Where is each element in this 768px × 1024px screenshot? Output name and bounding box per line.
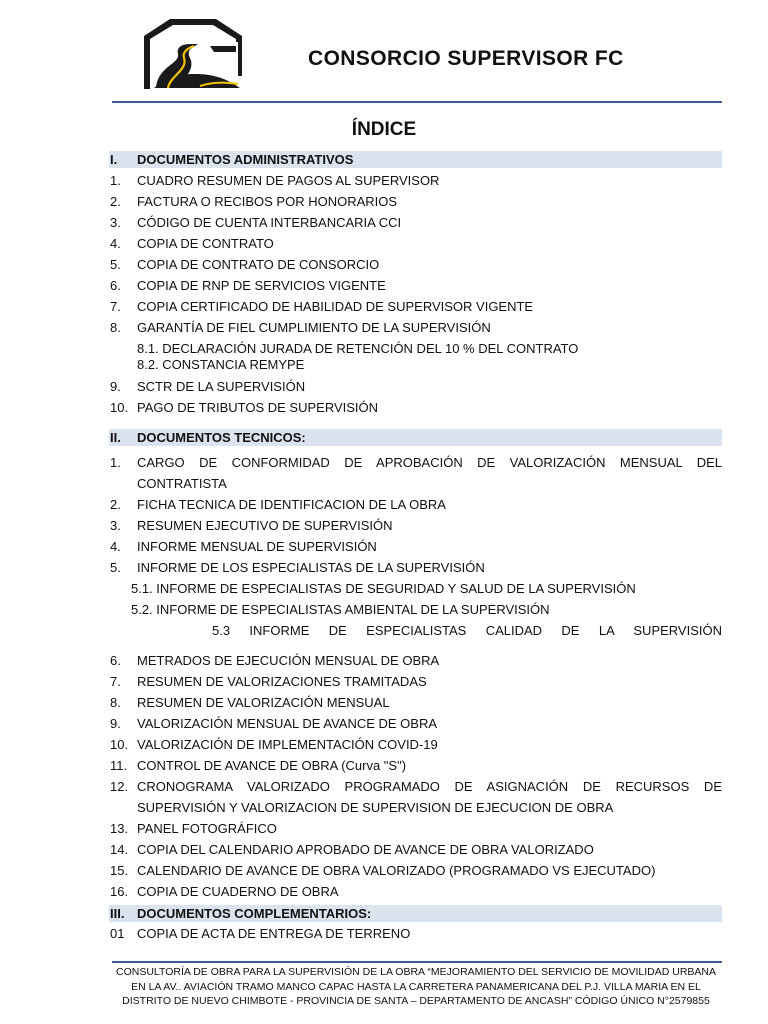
item-number: 14.	[110, 842, 129, 857]
item-text: SUPERVISIÓN Y VALORIZACION DE SUPERVISION DE EJECUCION DE OBRA	[137, 800, 614, 815]
list-subitem	[109, 356, 722, 373]
item-text: 8.2. CONSTANCIA REMYPE	[137, 357, 305, 372]
item-text: 5.1. INFORME DE ESPECIALISTAS DE SEGURIDAD Y SALUD DE LA SUPERVISIÓN	[131, 581, 636, 596]
item-text: CRONOGRAMA VALORIZADO PROGRAMADO DE ASIGNACIÓN DE RECURSOS DE	[137, 779, 722, 794]
item-number: 01	[110, 926, 125, 941]
item-text: 5.3 INFORME DE ESPECIALISTAS CALIDAD DE LA SUPERVISIÓN	[212, 623, 722, 638]
list-item	[109, 378, 722, 395]
list-item	[109, 193, 722, 210]
item-text: 8.1. DECLARACIÓN JURADA DE RETENCIÓN DEL 10 % DEL CONTRATO	[137, 341, 579, 356]
company-name: CONSORCIO SUPERVISOR FC	[308, 47, 624, 70]
item-text: DOCUMENTOS ADMINISTRATIVOS	[137, 152, 354, 167]
item-text: COPIA CERTIFICADO DE HABILIDAD DE SUPERVISOR VIGENTE	[137, 299, 534, 314]
list-subitem	[109, 340, 722, 357]
list-item	[109, 319, 722, 336]
item-number: 15.	[110, 863, 129, 878]
list-item	[109, 399, 722, 416]
item-text: COPIA DE CONTRATO DE CONSORCIO	[137, 257, 380, 272]
list-subitem	[109, 601, 722, 618]
item-number: 1.	[110, 173, 121, 188]
item-number: 13.	[110, 821, 129, 836]
section-header-complementarios	[109, 905, 722, 922]
item-number: I.	[110, 152, 118, 167]
list-item	[109, 298, 722, 315]
item-number: 9.	[110, 379, 121, 394]
item-number: 5.	[110, 257, 121, 272]
list-item-continuation	[109, 475, 722, 492]
footer-line-3: DISTRITO DE NUEVO CHIMBOTE - PROVINCIA DE SANTA – DEPARTAMENTO DE ANCASH” CÓDIGO ÚNICO N°2579855	[122, 995, 710, 1007]
item-text: FICHA TECNICA DE IDENTIFICACION DE LA OBRA	[137, 497, 446, 512]
item-number: III.	[110, 906, 125, 921]
list-item	[109, 715, 722, 732]
list-item	[109, 883, 722, 900]
list-item	[109, 673, 722, 690]
item-number: 10.	[110, 737, 129, 752]
page-footer	[108, 965, 724, 1009]
item-text: RESUMEN DE VALORIZACIONES TRAMITADAS	[137, 674, 427, 689]
item-text: PANEL FOTOGRÁFICO	[137, 821, 277, 836]
item-text: RESUMEN EJECUTIVO DE SUPERVISIÓN	[137, 518, 393, 533]
item-number: 16.	[110, 884, 129, 899]
list-item	[109, 454, 722, 471]
list-subitem	[109, 622, 722, 639]
item-text: COPIA DEL CALENDARIO APROBADO DE AVANCE DE OBRA VALORIZADO	[137, 842, 594, 857]
item-text: RESUMEN DE VALORIZACIÓN MENSUAL	[137, 695, 390, 710]
list-item	[109, 235, 722, 252]
footer-line-2: EN LA AV.. AVIACIÓN TRAMO MANCO CAPAC HASTA LA CARRETERA PANAMERICANA DEL P.J. VILLA MARIA EN EL	[131, 980, 701, 993]
item-text: INFORME MENSUAL DE SUPERVISIÓN	[137, 539, 377, 554]
item-text: CARGO DE CONFORMIDAD DE APROBACIÓN DE VALORIZACIÓN MENSUAL DEL	[137, 455, 722, 470]
section-header-tecnicos	[109, 429, 722, 446]
item-text: DOCUMENTOS COMPLEMENTARIOS:	[137, 906, 372, 921]
item-text: CUADRO RESUMEN DE PAGOS AL SUPERVISOR	[137, 173, 440, 188]
item-number: II.	[110, 430, 121, 445]
list-item	[109, 538, 722, 555]
item-text: CALENDARIO DE AVANCE DE OBRA VALORIZADO (PROGRAMADO VS EJECUTADO)	[137, 863, 656, 878]
item-text: GARANTÍA DE FIEL CUMPLIMIENTO DE LA SUPERVISIÓN	[137, 320, 491, 335]
list-item	[109, 778, 722, 795]
item-text: COPIA DE RNP DE SERVICIOS VIGENTE	[137, 278, 386, 293]
item-text: CONTROL DE AVANCE DE OBRA (Curva "S")	[137, 758, 407, 773]
item-number: 12.	[110, 779, 129, 794]
item-number: 6.	[110, 278, 121, 293]
list-item	[109, 256, 722, 273]
list-item	[109, 925, 722, 942]
list-item	[109, 559, 722, 576]
item-text: SCTR DE LA SUPERVISIÓN	[137, 379, 306, 394]
item-number: 9.	[110, 716, 121, 731]
item-number: 4.	[110, 236, 121, 251]
item-text: COPIA DE ACTA DE ENTREGA DE TERRENO	[137, 926, 411, 941]
item-number: 7.	[110, 299, 121, 314]
page-title: ÍNDICE	[351, 119, 417, 140]
list-item	[109, 517, 722, 534]
list-item	[109, 694, 722, 711]
item-number: 1.	[110, 455, 121, 470]
item-number: 2.	[110, 497, 121, 512]
item-number: 4.	[110, 539, 121, 554]
list-item	[109, 736, 722, 753]
item-text: COPIA DE CONTRATO	[137, 236, 274, 251]
list-item	[109, 172, 722, 189]
item-number: 3.	[110, 518, 121, 533]
item-text: COPIA DE CUADERNO DE OBRA	[137, 884, 339, 899]
item-number: 6.	[110, 653, 121, 668]
list-item-continuation	[109, 799, 722, 816]
item-text: METRADOS DE EJECUCIÓN MENSUAL DE OBRA	[137, 653, 440, 668]
item-number: 5.	[110, 560, 121, 575]
footer-line-1: CONSULTORÍA DE OBRA PARA LA SUPERVISIÓN DE LA OBRA “MEJORAMIENTO DEL SERVICIO DE MOVILIDAD URBANA	[115, 966, 717, 978]
list-item	[109, 214, 722, 231]
road-house-logo-icon	[140, 16, 246, 96]
header-divider	[112, 101, 722, 103]
item-number: 3.	[110, 215, 121, 230]
item-text: CONTRATISTA	[137, 476, 227, 491]
item-number: 7.	[110, 674, 121, 689]
item-number: 2.	[110, 194, 121, 209]
item-text: DOCUMENTOS TECNICOS:	[137, 430, 306, 445]
list-item	[109, 862, 722, 879]
item-number: 8.	[110, 695, 121, 710]
list-subitem	[109, 580, 722, 597]
list-item	[109, 820, 722, 837]
list-item	[109, 652, 722, 669]
item-text: VALORIZACIÓN MENSUAL DE AVANCE DE OBRA	[137, 716, 438, 731]
item-number: 10.	[110, 400, 129, 415]
item-text: PAGO DE TRIBUTOS DE SUPERVISIÓN	[137, 400, 379, 415]
section-header-administrativos	[109, 151, 722, 168]
item-number: 8.	[110, 320, 121, 335]
list-item	[109, 277, 722, 294]
item-text: INFORME DE LOS ESPECIALISTAS DE LA SUPERVISIÓN	[137, 560, 485, 575]
list-item	[109, 496, 722, 513]
item-text: CÓDIGO DE CUENTA INTERBANCARIA CCI	[137, 215, 402, 230]
item-text: 5.2. INFORME DE ESPECIALISTAS AMBIENTAL DE LA SUPERVISIÓN	[131, 602, 550, 617]
item-text: VALORIZACIÓN DE IMPLEMENTACIÓN COVID-19	[137, 737, 438, 752]
company-logo	[140, 16, 246, 96]
item-text: FACTURA O RECIBOS POR HONORARIOS	[137, 194, 398, 209]
item-number: 11.	[110, 758, 128, 773]
footer-divider	[112, 961, 722, 963]
list-item	[109, 757, 722, 774]
list-item	[109, 841, 722, 858]
